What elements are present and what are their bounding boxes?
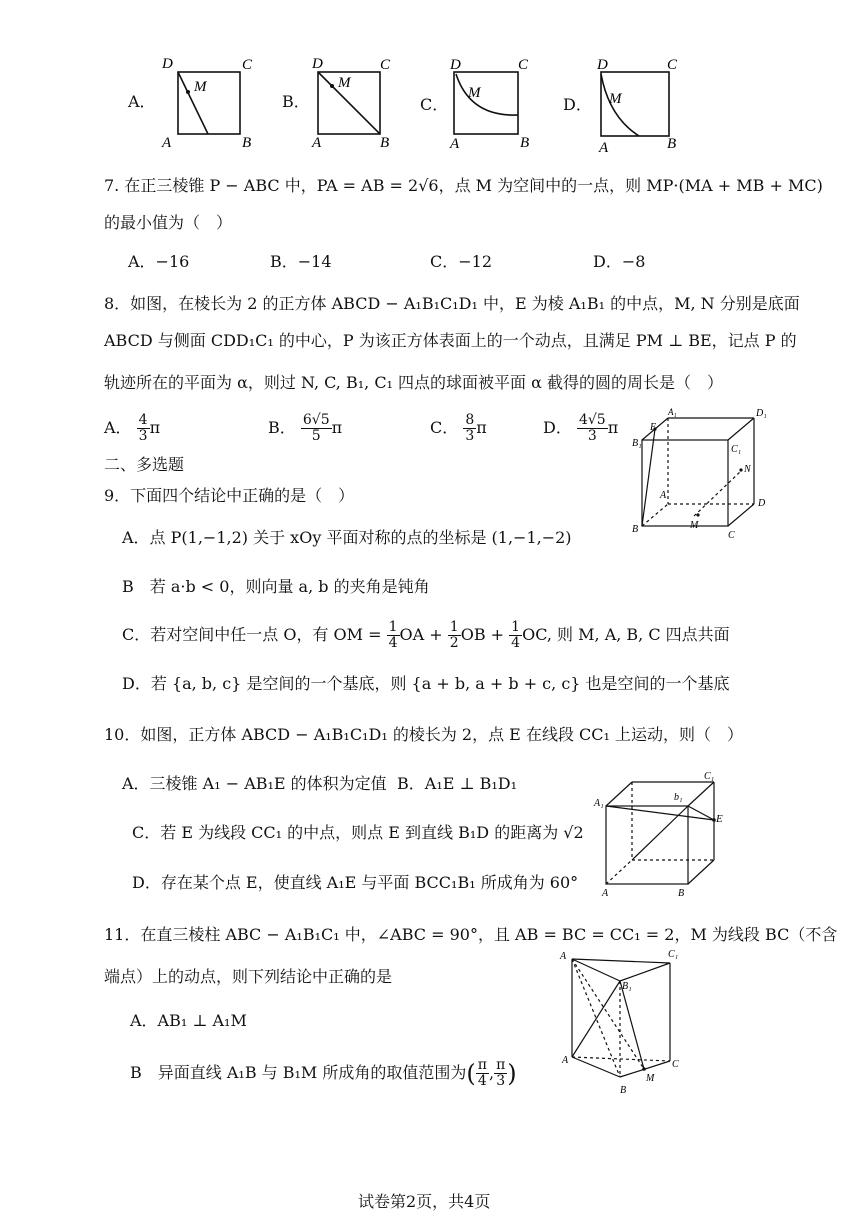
q11b-comma: , — [488, 1063, 495, 1083]
q11b-frac2-den: 3 — [496, 1073, 506, 1089]
q9c-frac3 — [509, 620, 522, 651]
q8c-num: 8 — [465, 412, 475, 428]
q8c-pi: π — [476, 418, 487, 437]
q8c-letter: C． — [430, 418, 459, 437]
q7-stem-line1: 7. 在正三棱锥 P − ABC 中，PA = AB = 2√6，点 M 为空间中的一点，则 MP·(MA + MB + MC) — [104, 176, 823, 195]
q10fig-label-b: B — [678, 888, 685, 899]
q8d-num: 4√5 — [578, 412, 606, 428]
q9-stem: 9．下面四个结论中正确的是（ ） — [104, 486, 355, 505]
q6-option-d-figure — [595, 55, 685, 155]
q9c-frac1-num: 1 — [388, 619, 398, 635]
q6d-label-c: C — [667, 57, 678, 73]
q8fig-label-d: D — [758, 498, 766, 509]
q10-stem: 10．如图，正方体 ABCD − A₁B₁C₁D₁ 的棱长为 2，点 E 在线段 CC₁ 上运动，则（ ） — [104, 725, 744, 744]
q10-option-a: A．三棱锥 A₁ − AB₁E 的体积为定值 — [122, 774, 387, 793]
q8fig-label-b1: B₁ — [632, 438, 642, 449]
q8-option-b — [268, 413, 342, 444]
q10fig-label-b1: b₁ — [674, 792, 683, 803]
q8-stem-line2: ABCD 与侧面 CDD₁C₁ 的中心，P 为该正方体表面上的一个动点，且满足 PM ⊥ BE，记点 P 的 — [104, 331, 797, 350]
q10-option-d: D．存在某个点 E，使直线 A₁E 与平面 BCC₁B₁ 所成角为 60° — [132, 873, 579, 892]
q8b-fraction — [301, 413, 332, 444]
q11fig-label-b: B — [620, 1085, 627, 1096]
q11b-frac2 — [494, 1058, 507, 1089]
q8fig-label-n: N — [744, 464, 751, 475]
q11fig-label-a: A — [562, 1055, 569, 1066]
q8-option-d — [543, 413, 618, 444]
q6a-label-a: A — [162, 135, 172, 150]
q8a-letter: A． — [104, 418, 132, 437]
q8-option-a — [104, 413, 160, 444]
q11b-frac2-num: π — [496, 1057, 506, 1073]
q6b-label-m: M — [338, 75, 351, 91]
q9c-term3: OC, 则 M, A, B, C 四点共面 — [522, 625, 730, 644]
q9-option-a: A．点 P(1,−1,2) 关于 xOy 平面对称的点的坐标是 (1,−1,−2) — [122, 528, 572, 547]
q8d-letter: D． — [543, 418, 572, 437]
q6-option-b-figure — [310, 55, 410, 150]
q8-stem-line3: 轨迹所在的平面为 α，则过 N, C, B₁, C₁ 四点的球面被平面 α 截得的圆的周长是（ ） — [104, 373, 724, 392]
q8b-num: 6√5 — [302, 412, 330, 428]
page-footer: 试卷第2页，共4页 — [358, 1192, 491, 1211]
q6c-label-m: M — [468, 85, 481, 101]
q8a-num: 4 — [138, 412, 148, 428]
q11-prism-figure — [558, 945, 698, 1100]
q9c-frac2-num: 1 — [449, 619, 459, 635]
q6c-label-d: D — [450, 57, 461, 73]
q6b-label-d: D — [312, 56, 323, 72]
q6-option-c-letter: C． — [420, 95, 449, 114]
q10fig-label-e: E — [716, 813, 723, 825]
q7-option-d: D．−8 — [593, 252, 646, 271]
q6c-label-a: A — [450, 136, 460, 150]
q8fig-label-a1: A₁ — [668, 408, 677, 417]
q8fig-label-c1: C₁ — [731, 444, 742, 455]
q9c-frac3-num: 1 — [511, 619, 521, 635]
q7-option-b: B．−14 — [270, 252, 332, 271]
q8-stem-line1: 8．如图，在棱长为 2 的正方体 ABCD − A₁B₁C₁D₁ 中，E 为棱 A₁B₁ 的中点，M, N 分别是底面 — [104, 294, 800, 313]
q8c-den: 3 — [465, 428, 475, 444]
q10-option-b: B．A₁E ⊥ B₁D₁ — [397, 774, 518, 793]
q11fig-label-m: M — [646, 1073, 655, 1084]
q8b-den: 5 — [311, 428, 321, 444]
q8d-fraction — [577, 413, 608, 444]
q8b-letter: B． — [268, 418, 296, 437]
q6-option-a-figure — [160, 55, 260, 150]
q8a-pi: π — [149, 418, 161, 437]
q6a-label-b: B — [242, 135, 252, 150]
q8c-fraction — [463, 413, 476, 444]
q9c-term1: OA + — [399, 625, 448, 644]
q9-option-d: D．若 {a, b, c} 是空间的一个基底，则 {a + b, a + b + c, c} 也是空间的一个基底 — [122, 674, 730, 693]
q8fig-label-b: B — [632, 524, 639, 535]
q8-option-c — [430, 413, 487, 444]
q9c-term2: OB + — [460, 625, 510, 644]
q9c-pre: C．若对空间中任一点 O，有 OM = — [122, 625, 387, 644]
q11b-close-paren: ) — [507, 1059, 517, 1088]
q8a-den: 3 — [138, 428, 148, 444]
q7-option-c: C．−12 — [430, 252, 493, 271]
q6-option-c-figure — [448, 55, 538, 150]
q8a-fraction — [137, 413, 150, 444]
q6b-label-c: C — [380, 57, 391, 73]
q8d-den: 3 — [587, 428, 597, 444]
q9c-frac2-den: 2 — [449, 635, 459, 651]
q11b-open-paren: ( — [466, 1059, 476, 1088]
section-title-multiple-choice: 二、多选题 — [104, 455, 185, 474]
q9c-frac1-den: 4 — [388, 635, 398, 651]
q8fig-label-d1: D₁ — [756, 408, 767, 419]
q11b-frac1-den: 4 — [477, 1073, 487, 1089]
q8-cube-figure — [630, 408, 770, 543]
q6-option-b-letter: B． — [282, 92, 310, 111]
q11-stem-line2: 端点）上的动点，则下列结论中正确的是 — [104, 967, 393, 986]
q9-option-b: B 若 a·b < 0，则向量 a, b 的夹角是钝角 — [122, 577, 430, 596]
q7-stem-line2: 的最小值为（ ） — [104, 213, 233, 232]
q11b-frac1-num: π — [477, 1057, 487, 1073]
q6c-label-b: B — [520, 135, 530, 150]
q11-stem-line1: 11．在直三棱柱 ABC − A₁B₁C₁ 中，∠ABC = 90°，且 AB = BC = CC₁ = 2，M 为线段 BC（不含 — [104, 925, 838, 944]
q6d-label-a: A — [599, 140, 609, 155]
q8b-pi: π — [331, 418, 343, 437]
q10fig-label-c1: C₁ — [704, 771, 715, 782]
q8fig-label-a: A — [660, 490, 667, 501]
q6d-label-d: D — [597, 57, 608, 73]
q11b-frac1 — [476, 1058, 489, 1089]
q6a-label-d: D — [162, 56, 173, 72]
q8fig-label-m: M — [690, 520, 699, 531]
q11-option-a: A．AB₁ ⊥ A₁M — [130, 1011, 247, 1030]
q9c-frac2 — [448, 620, 461, 651]
q11fig-label-b1: B₁ — [622, 981, 632, 992]
q10fig-label-a: A — [602, 888, 609, 899]
q11b-pre: B 异面直线 A₁B 与 B₁M 所成角的取值范围为 — [130, 1063, 467, 1082]
q10-cube-figure — [592, 770, 737, 900]
q10-option-c: C．若 E 为线段 CC₁ 的中点，则点 E 到直线 B₁D 的距离为 √2 — [132, 823, 584, 842]
q8fig-label-c: C — [728, 530, 735, 541]
q6d-label-b: B — [667, 136, 677, 152]
q6-option-d-letter: D． — [563, 95, 592, 114]
q7-option-a: A．−16 — [128, 252, 190, 271]
q6b-label-b: B — [380, 135, 390, 150]
q8fig-label-e: E — [650, 422, 657, 433]
q6c-label-c: C — [518, 57, 529, 73]
q8d-pi: π — [607, 418, 619, 437]
q9c-frac3-den: 4 — [511, 635, 521, 651]
q11fig-label-a1: A — [560, 951, 567, 962]
q6-option-a-letter: A． — [128, 92, 156, 111]
q9-option-c — [122, 620, 730, 651]
q6b-label-a: A — [312, 135, 322, 150]
q11fig-label-c1: C₁ — [668, 949, 679, 960]
q6d-label-m: M — [609, 91, 622, 107]
q11fig-label-c: C — [672, 1059, 679, 1070]
q9c-frac1 — [387, 620, 400, 651]
q6a-label-m: M — [194, 79, 207, 95]
q11-option-b — [130, 1058, 517, 1089]
q6a-label-c: C — [242, 57, 253, 73]
q10fig-label-a1: A₁ — [594, 798, 604, 809]
